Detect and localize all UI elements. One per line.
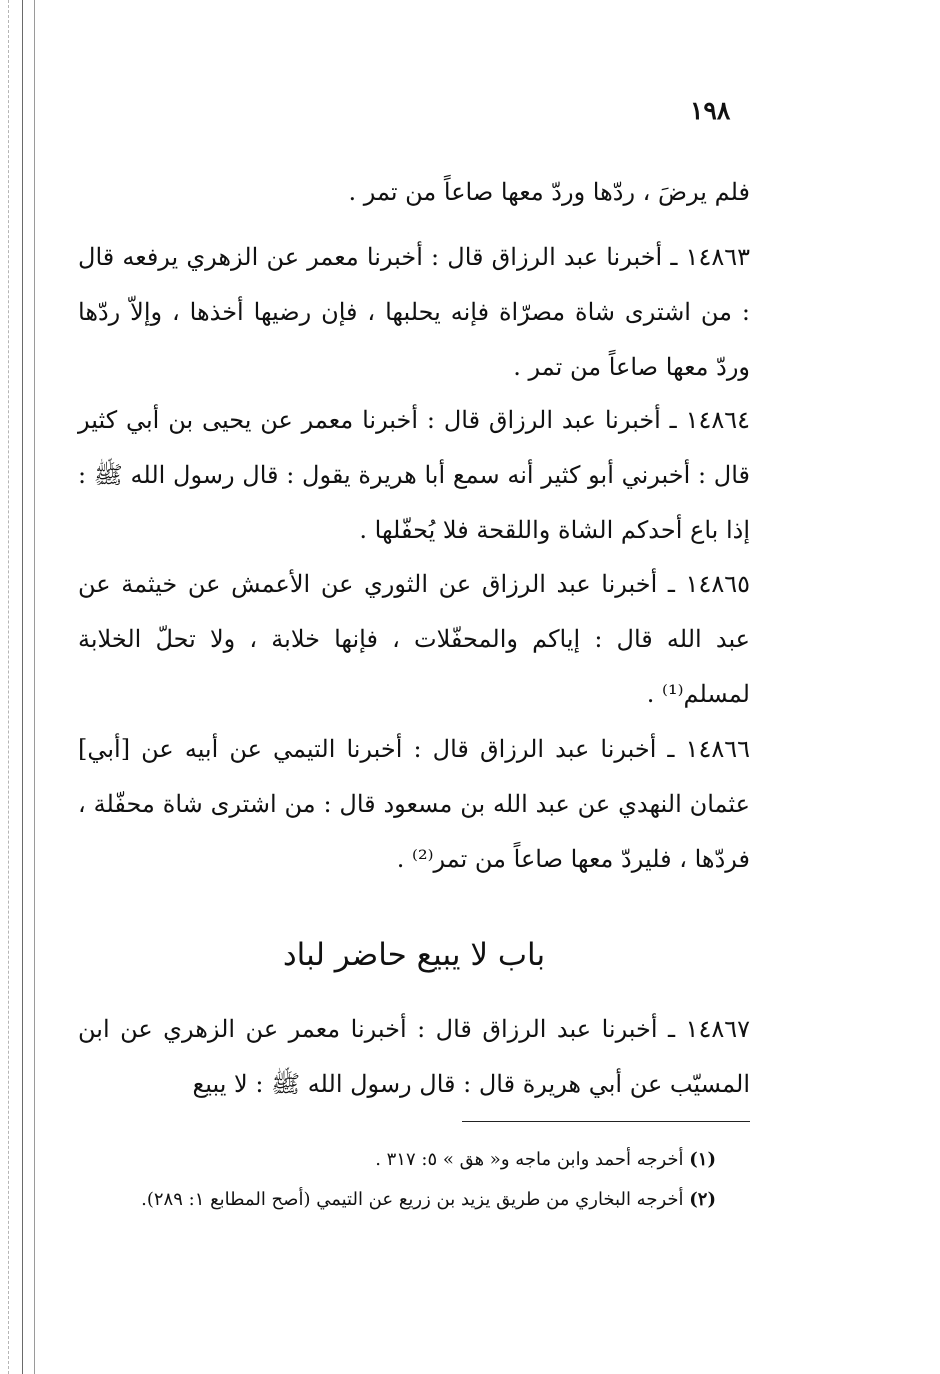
continuation-line-text: فلم يرضَ ، ردّها وردّ معها صاعاً من تمر . [348, 178, 750, 206]
hadith-entry [78, 230, 750, 395]
hadith-text: ١٤٨٦٦ ـ أخبرنا عبد الرزاق قال : أخبرنا التيمي عن أبيه عن [أبي] عثمان النهدي عن عبد الله بن مسعود قال : من اشترى شاة محفّلة ، فردّها ، فليردّ معها صاعاً من تمر⁽²⁾ . [78, 735, 750, 873]
scan-edge-line [34, 0, 35, 1374]
footnotes [78, 1140, 716, 1220]
footnote-marker: (٢) [689, 1189, 716, 1210]
chapter-title: باب لا يبيع حاضر لباد [282, 937, 546, 973]
hadith-text: ١٤٨٦٧ ـ أخبرنا عبد الرزاق قال : أخبرنا معمر عن الزهري عن ابن المسيّب عن أبي هريرة قال : قال رسول الله ﷺ : لا يبيع [78, 1015, 750, 1098]
hadith-text: ١٤٨٦٣ ـ أخبرنا عبد الرزاق قال : أخبرنا معمر عن الزهري يرفعه قال : من اشترى شاة مصرّاة فإنه يحلبها ، فإن رضيها أخذها ، وإلاّ ردّها وردّ معها صاعاً من تمر . [78, 243, 750, 381]
page-number: ١٩٨ [690, 96, 731, 125]
footnote-item [78, 1140, 716, 1180]
scan-edge-line [22, 0, 23, 1374]
footnote-text: أخرجه البخاري من طريق يزيد بن زريع عن التيمي (أصح المطابع ١: ٢٨٩). [141, 1189, 684, 1210]
hadith-entry [78, 393, 750, 558]
footnote-marker: (١) [689, 1149, 716, 1170]
hadith-text: ١٤٨٦٥ ـ أخبرنا عبد الرزاق عن الثوري عن الأعمش عن خيثمة عن عبد الله قال : إياكم والمحفّلات ، فإنها خلابة ، ولا تحلّ الخلابة لمسلم⁽¹⁾ . [78, 570, 750, 708]
hadith-text: ١٤٨٦٤ ـ أخبرنا عبد الرزاق قال : أخبرنا معمر عن يحيى بن أبي كثير قال : أخبرني أبو كثير أنه سمع أبا هريرة يقول : قال رسول الله ﷺ : إذا باع أحدكم الشاة واللقحة فلا يُحفّلها . [78, 406, 751, 544]
continuation-line [78, 165, 750, 220]
footnote-separator [462, 1121, 750, 1122]
scan-edge-line [8, 0, 9, 1374]
hadith-entry [78, 557, 750, 722]
hadith-entry [78, 722, 750, 887]
footnote-item [78, 1180, 716, 1220]
hadith-entry [78, 1002, 750, 1112]
footnote-text: أخرجه أحمد وابن ماجه و« هق » ٥: ٣١٧ . [375, 1149, 684, 1170]
